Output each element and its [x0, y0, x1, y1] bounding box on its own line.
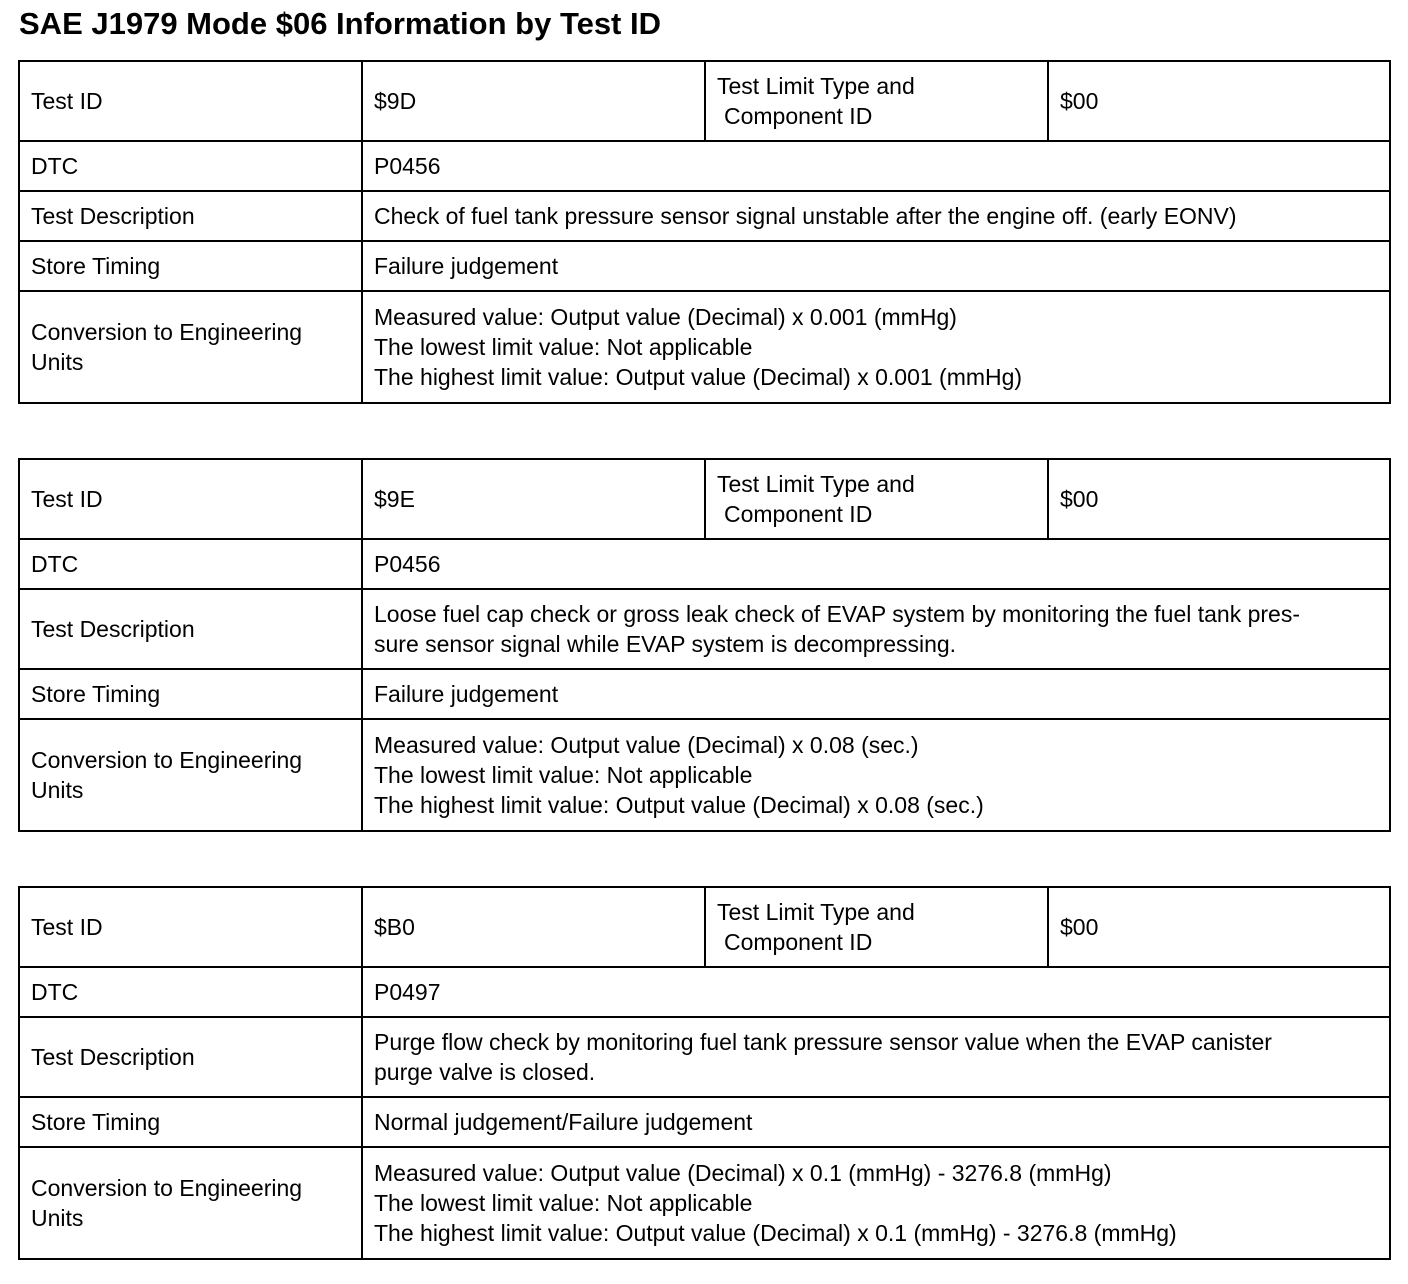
table-row-store-timing	[19, 241, 1390, 291]
mode06-table-b0	[18, 886, 1391, 1260]
table-row-conversion	[19, 719, 1390, 831]
dtc-label: DTC	[19, 141, 362, 191]
conversion-label: Conversion to Engineering Units	[19, 1147, 362, 1259]
test-id-label: Test ID	[19, 459, 362, 539]
test-limit-type-value: $00	[1048, 887, 1390, 967]
mode06-table-9d	[18, 60, 1391, 404]
store-timing-label: Store Timing	[19, 1097, 362, 1147]
mode06-table-9e	[18, 458, 1391, 832]
table-row-dtc	[19, 967, 1390, 1017]
dtc-label: DTC	[19, 967, 362, 1017]
test-id-value: $9D	[362, 61, 705, 141]
conversion-value: Measured value: Output value (Decimal) x 0.1 (mmHg) - 3276.8 (mmHg) The lowest limit value: Not applicable The highest limit value: Output value (Decimal) x 0.1 (mmHg) - 3276.8 (mmHg)	[362, 1147, 1390, 1259]
conversion-label: Conversion to Engineering Units	[19, 719, 362, 831]
conversion-value: Measured value: Output value (Decimal) x 0.001 (mmHg) The lowest limit value: Not applicable The highest limit value: Output value (Decimal) x 0.001 (mmHg)	[362, 291, 1390, 403]
table-row-conversion	[19, 1147, 1390, 1259]
dtc-value: P0456	[362, 141, 1390, 191]
test-description-label: Test Description	[19, 191, 362, 241]
test-limit-type-label: Test Limit Type and Component ID	[705, 459, 1048, 539]
table-row-test-description	[19, 589, 1390, 669]
table-row-dtc	[19, 141, 1390, 191]
table-row-store-timing	[19, 669, 1390, 719]
page-title: SAE J1979 Mode $06 Information by Test ID	[19, 6, 661, 41]
test-id-label: Test ID	[19, 61, 362, 141]
test-id-value: $B0	[362, 887, 705, 967]
table-row-test-id	[19, 459, 1390, 539]
conversion-label: Conversion to Engineering Units	[19, 291, 362, 403]
test-description-label: Test Description	[19, 1017, 362, 1097]
dtc-value: P0497	[362, 967, 1390, 1017]
table-row-test-description	[19, 191, 1390, 241]
store-timing-value: Normal judgement/Failure judgement	[362, 1097, 1390, 1147]
store-timing-label: Store Timing	[19, 241, 362, 291]
table-row-dtc	[19, 539, 1390, 589]
test-limit-type-value: $00	[1048, 459, 1390, 539]
conversion-value: Measured value: Output value (Decimal) x 0.08 (sec.) The lowest limit value: Not applicable The highest limit value: Output value (Decimal) x 0.08 (sec.)	[362, 719, 1390, 831]
store-timing-value: Failure judgement	[362, 669, 1390, 719]
table-row-store-timing	[19, 1097, 1390, 1147]
test-description-label: Test Description	[19, 589, 362, 669]
test-id-label: Test ID	[19, 887, 362, 967]
dtc-value: P0456	[362, 539, 1390, 589]
test-id-value: $9E	[362, 459, 705, 539]
table-row-test-id	[19, 61, 1390, 141]
test-description-value: Loose fuel cap check or gross leak check of EVAP system by monitoring the fuel tank pres- sure sensor signal while EVAP system is decompressing.	[362, 589, 1390, 669]
dtc-label: DTC	[19, 539, 362, 589]
table-row-test-id	[19, 887, 1390, 967]
test-limit-type-label: Test Limit Type and Component ID	[705, 887, 1048, 967]
test-limit-type-value: $00	[1048, 61, 1390, 141]
test-description-value: Check of fuel tank pressure sensor signal unstable after the engine off. (early EONV)	[362, 191, 1390, 241]
table-row-conversion	[19, 291, 1390, 403]
test-description-value: Purge flow check by monitoring fuel tank pressure sensor value when the EVAP canister purge valve is closed.	[362, 1017, 1390, 1097]
store-timing-value: Failure judgement	[362, 241, 1390, 291]
table-row-test-description	[19, 1017, 1390, 1097]
store-timing-label: Store Timing	[19, 669, 362, 719]
test-limit-type-label: Test Limit Type and Component ID	[705, 61, 1048, 141]
